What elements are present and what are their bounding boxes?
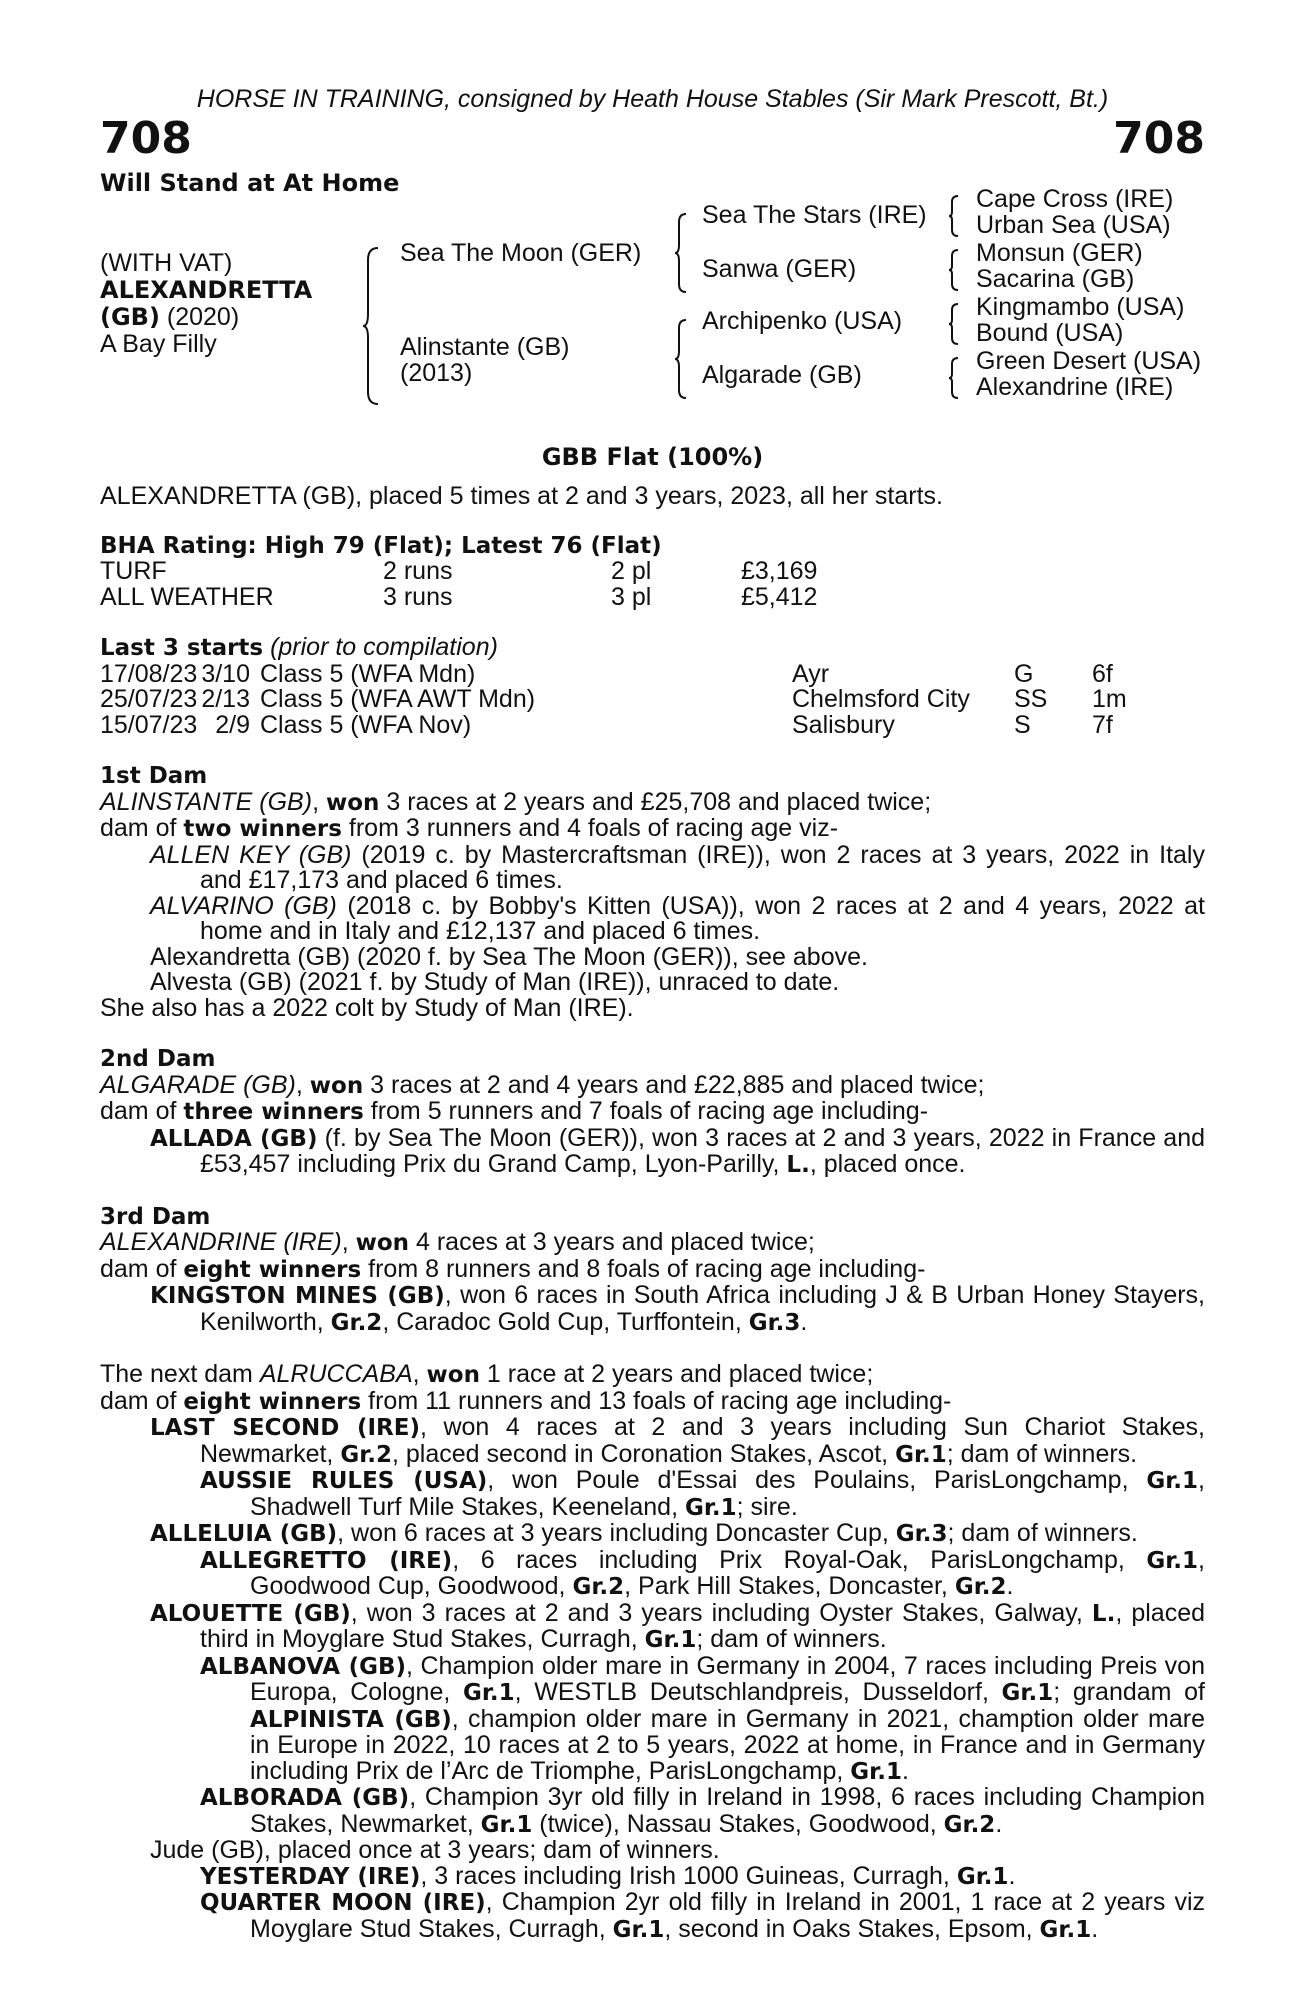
brace-sd [948, 248, 960, 292]
dam: Alinstante (GB) [400, 333, 570, 361]
list-item: KINGSTON MINES (GB), won 6 races in South Africa including J & B Urban Honey Stayers, Kenilworth, Gr.2, Caradoc Gold Cup, Turffontein, Gr.3. [150, 1281, 1205, 1336]
brace-ss [948, 194, 960, 238]
list-item: ALOUETTE (GB), won 3 races at 2 and 3 years including Oyster Stakes, Galway, L., placed third in Moyglare Stud Stakes, Curragh, Gr.1; dam of winners. [150, 1598, 1205, 1653]
list-item: AUSSIE RULES (USA), won Poule d'Essai des Poulains, ParisLongchamp, Gr.1, Shadwell Turf Mile Stakes, Keeneland, Gr.1; sire. [200, 1466, 1205, 1521]
list-item: LAST SECOND (IRE), won 4 races at 2 and 3 years including Sun Chariot Stakes, Newmarket, Gr.2, placed second in Coronation Stakes, Ascot, Gr.1; dam of winners. [150, 1413, 1206, 1468]
brace-sire [674, 212, 688, 294]
third-dam-section: 3rd Dam ALEXANDRINE (IRE), won 4 races at 3 years and placed twice; dam of eight winners from 8 runners and 8 foals of racing age including- KINGSTON MINES (GB), won 6 races in South Africa including J & B Urban Honey Stayers, Kenilworth, Gr.2, Caradoc Gold Cup, Turffontein, Gr.3. [100, 1203, 1205, 1336]
table-row: 15/07/23 2/9 Class 5 (WFA Nov) Salisbury S 7f [100, 710, 1113, 739]
table-row: 17/08/23 3/10 Class 5 (WFA Mdn) Ayr G 6f [100, 659, 1113, 688]
ped-ssd: Urban Sea (USA) [976, 211, 1171, 239]
list-item: ALLADA (GB) (f. by Sea The Moon (GER)), won 3 races at 2 and 3 years, 2022 in France and £53,457 including Prix du Grand Camp, Lyon-Parilly, L., placed once. [150, 1123, 1205, 1178]
list-item: Alexandretta (GB) (2020 f. by Sea The Moon (GER)), see above. [150, 942, 868, 971]
last3-note: (prior to compilation) [263, 633, 498, 661]
last3-title [100, 635, 1205, 662]
stand-location: Will Stand at At Home [100, 169, 400, 197]
list-item: ALVARINO (GB) (2018 c. by Bobby's Kitten (USA)), won 2 races at 2 and 4 years, 2022 at home and in Italy and £12,137 and placed 6 times. [150, 891, 1205, 945]
prize-money: £5,412 [741, 582, 818, 611]
surface: ALL WEATHER [100, 582, 274, 611]
pedigree-table [100, 185, 1205, 434]
list-item: ALBORADA (GB), Champion 3yr old filly in Ireland in 1998, 6 races including Champion Stakes, Newmarket, Gr.1 (twice), Nassau Stakes, Goodwood, Gr.2. [200, 1783, 1205, 1838]
second-dam-section: 2nd Dam ALGARADE (GB), won 3 races at 2 and 4 years and £22,885 and placed twice; dam of three winners from 5 runners and 7 foals of racing age including- ALLADA (GB) (f. by Sea The Moon (GER)), won 3 races at 2 and 3 years, 2022 in France and £53,457 including Prix du Grand Camp, Lyon-Parilly, L., placed once. [100, 1046, 1205, 1178]
dam-sire: Archipenko (USA) [702, 307, 903, 335]
table-row [100, 585, 817, 611]
surface: TURF [100, 557, 167, 585]
last3-heading: Last 3 starts [100, 635, 264, 661]
fourth-dam-section: The next dam ALRUCCABA, won 1 race at 2 years and placed twice; dam of eight winners from 11 runners and 13 foals of racing age including- LAST SECOND (IRE), won 4 races at 2 and 3 years including Sun Chariot Stakes, Newmarket, Gr.2, placed second in Coronation Stakes, Ascot, Gr.1; dam of winners. AUSSIE RULES (USA), won Poule d'Essai des Poulains, ParisLongchamp, Gr.1, Shadwell Turf Mile Stakes, Keeneland, Gr.1; sire. ALLELUIA (GB), won 6 races at 3 years including Doncaster Cup, Gr.3; dam of winners. ALLEGRETTO (IRE), 6 races including Prix Royal-Oak, ParisLongchamp, Gr.1, Goodwood Cup, Goodwood, Gr.2, Park Hill Stakes, Doncaster, Gr.2. ALOUETTE (GB), won 3 races at 2 and 3 years including Oyster Stakes, Galway, L., placed third in Moyglare Stud Stakes, Curragh, Gr.1; dam of winners. ALBANOVA (GB), Champion older mare in Germany in 2004, 7 races including Preis von Europa, Cologne, Gr.1, WESTLB Deutschlandpreis, Dusseldorf, Gr.1; grandam of ALPINISTA (GB), champion older mare in Germany in 2021, chamption older mare in Europe in 2022, 10 races at 2 to 5 years, 2022 at home, in France and in Germany including Prix de l’Arc de Triomphe, ParisLongchamp, Gr.1. ALBORADA (GB), Champion 3yr old filly in Ireland in 1998, 6 races including Champion Stakes, Newmarket, Gr.1 (twice), Nassau Stakes, Goodwood, Gr.2. Jude (GB), placed once at 3 years; dam of winners. YESTERDAY (IRE), 3 races including Irish 1000 Guineas, Curragh, Gr.1. QUARTER MOON (IRE), Champion 2yr old filly in Ireland in 2001, 1 race at 2 years viz Moyglare Stud Stakes, Curragh, Gr.1, second in Oaks Stakes, Epsom, Gr.1. [100, 1360, 1206, 1943]
section-heading: 1st Dam [100, 763, 208, 789]
ped-dsd: Bound (USA) [976, 319, 1124, 347]
runs: 2 runs [383, 557, 453, 585]
table-row [100, 559, 817, 585]
placed: 3 pl [611, 582, 652, 611]
list-item: Alvesta (GB) (2021 f. by Study of Man (IRE)), unraced to date. [150, 968, 840, 996]
lot-number-row [100, 114, 1205, 166]
sire-dam: Sanwa (GER) [702, 255, 857, 283]
section-heading: 2nd Dam [100, 1046, 216, 1072]
ped-sds: Monsun (GER) [976, 239, 1143, 267]
list-item: YESTERDAY (IRE), 3 races including Irish 1000 Guineas, Curragh, Gr.1. [200, 1861, 1016, 1890]
section-heading: 3rd Dam [100, 1203, 211, 1230]
first-dam-section: 1st Dam ALINSTANTE (GB), won 3 races at 2 years and £25,708 and placed twice; dam of two winners from 3 runners and 4 foals of racing age viz- ALLEN KEY (GB) (2019 c. by Mastercraftsman (IRE)), won 2 races at 3 years, 2022 in Italy and £17,173 and placed 6 times. ALVARINO (GB) (2018 c. by Bobby's Kitten (USA)), won 2 races at 2 and 4 years, 2022 at home and in Italy and £12,137 and placed 6 times. Alexandretta (GB) (2020 f. by Sea The Moon (GER)), see above. Alvesta (GB) (2021 f. by Study of Man (IRE)), unraced to date. She also has a 2022 colt by Study of Man (IRE). [100, 763, 1205, 1022]
list-item: Jude (GB), placed once at 3 years; dam of winners. [150, 1836, 720, 1864]
list-item: QUARTER MOON (IRE), Champion 2yr old filly in Ireland in 2001, 1 race at 2 years viz Moyglare Stud Stakes, Curragh, Gr.1, second in Oaks Stakes, Epsom, Gr.1. [200, 1888, 1205, 1943]
placed: 2 pl [611, 557, 652, 585]
summary: ALEXANDRETTA (GB), placed 5 times at 2 and 3 years, 2023, all her starts. [100, 482, 943, 510]
horse-description: A Bay Filly [100, 330, 217, 358]
horse-country-year [100, 304, 239, 331]
brace-main [362, 246, 382, 406]
vat-note: (WITH VAT) [100, 249, 233, 277]
catalogue-page [100, 84, 1205, 1943]
list-item: ALLELUIA (GB), won 6 races at 3 years including Doncaster Cup, Gr.3; dam of winners. [150, 1519, 1138, 1547]
ped-sss: Cape Cross (IRE) [976, 185, 1174, 213]
ped-dss: Kingmambo (USA) [976, 293, 1185, 321]
dam-dam: Algarade (GB) [702, 361, 862, 389]
rating-title: BHA Rating: High 79 (Flat); Latest 76 (Flat) [100, 532, 662, 559]
runs: 3 runs [383, 582, 453, 611]
consignor-header: HORSE IN TRAINING, consigned by Heath House Stables (Sir Mark Prescott, Bt.) [196, 85, 1109, 113]
brace-dd [948, 356, 960, 400]
brace-dam [674, 318, 688, 400]
rating-table [100, 559, 817, 610]
sire: Sea The Moon (GER) [400, 239, 642, 267]
horse-name: ALEXANDRETTA [100, 276, 313, 304]
lot-number-right: 708 [1113, 113, 1205, 164]
ped-dds: Green Desert (USA) [976, 347, 1202, 375]
dam-year: (2013) [400, 359, 473, 387]
ped-ddd: Alexandrine (IRE) [976, 373, 1174, 401]
horse-country: (GB) [100, 303, 160, 331]
last3-table [100, 659, 1127, 739]
horse-year: (2020) [159, 303, 240, 331]
list-item: ALLEGRETTO (IRE), 6 races including Prix Royal-Oak, ParisLongchamp, Gr.1, Goodwood Cup, Goodwood, Gr.2, Park Hill Stakes, Doncaster, Gr.2. [200, 1545, 1205, 1600]
list-item: ALLEN KEY (GB) (2019 c. by Mastercraftsman (IRE)), won 2 races at 3 years, 2022 in Italy and £17,173 and placed 6 times. [150, 840, 1205, 894]
ped-sdd: Sacarina (GB) [976, 265, 1135, 293]
brace-ds [948, 302, 960, 346]
table-row: 25/07/23 2/13 Class 5 (WFA AWT Mdn) Chelmsford City SS 1m [100, 685, 1127, 713]
list-item: ALBANOVA (GB), Champion older mare in Germany in 2004, 7 races including Preis von Europa, Cologne, Gr.1, WESTLB Deutschlandpreis, Dusseldorf, Gr.1; grandam of ALPINISTA (GB), champion older mare in Germany in 2021, chamption older mare in Europe in 2022, 10 races at 2 to 5 years, 2022 at home, in France and in Germany including Prix de l’Arc de Triomphe, ParisLongchamp, Gr.1. [200, 1651, 1206, 1785]
lot-number-left: 708 [100, 113, 192, 164]
prize-money: £3,169 [741, 557, 818, 585]
gbb-label: GBB Flat (100%) [541, 443, 764, 471]
sire-sire: Sea The Stars (IRE) [702, 201, 927, 229]
